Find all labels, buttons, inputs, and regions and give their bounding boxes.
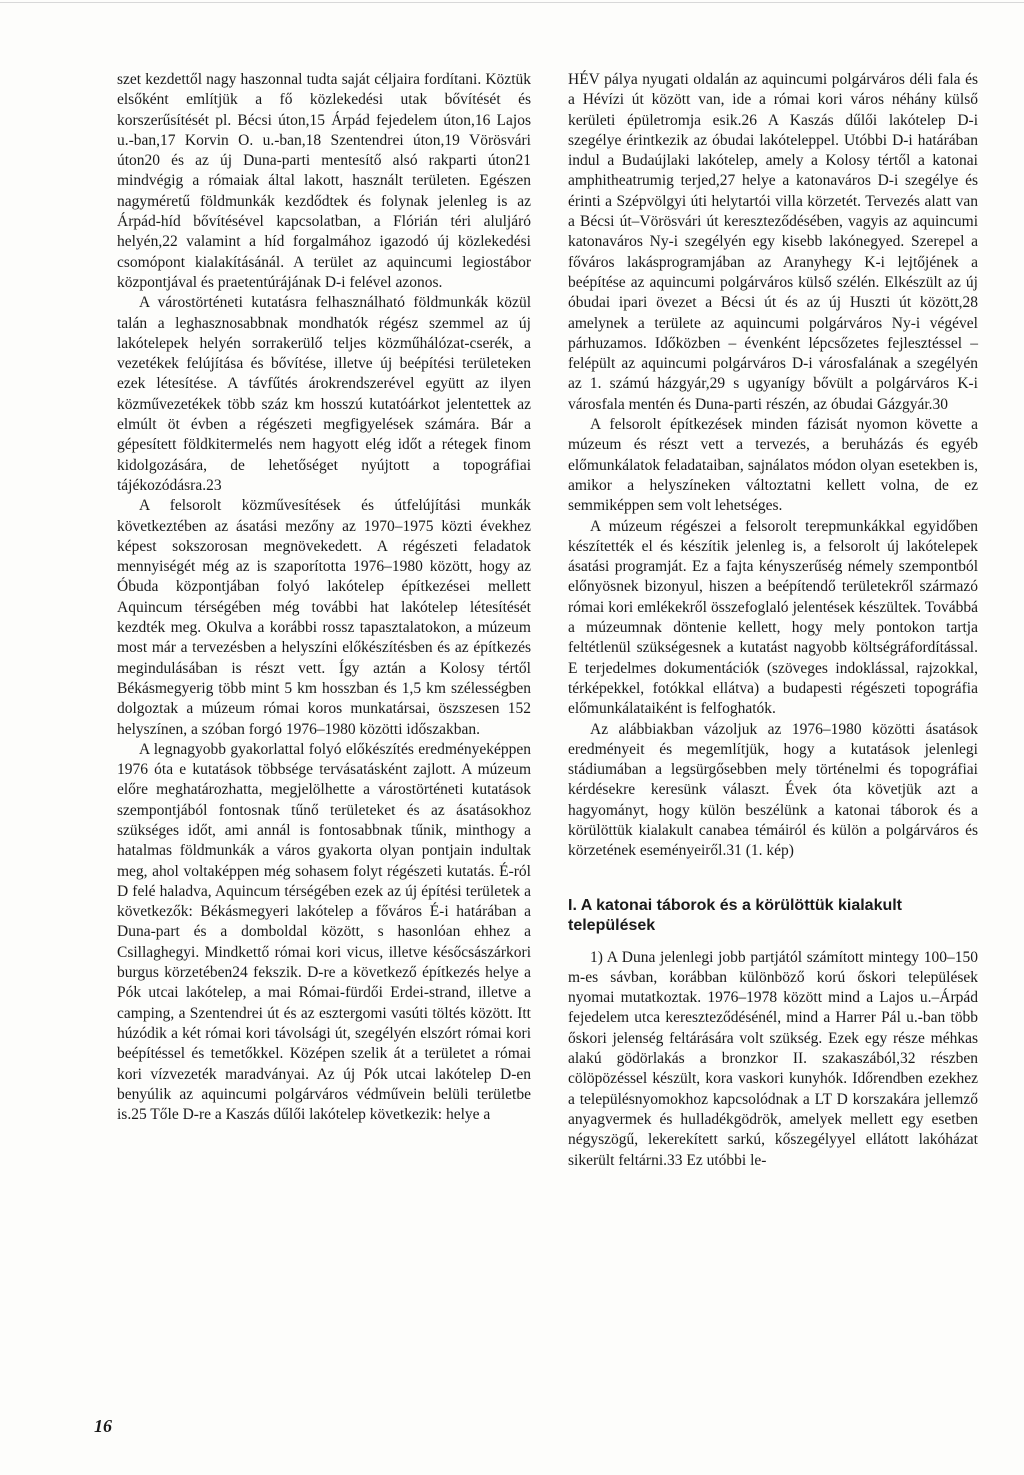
right-paragraph-4: Az alábbiakban vázoljuk az 1976–1980 közötti ásatások eredményeit és megemlítjük, hogy a kutatások jelenlegi stádiumában a legsürgősebben mely történelmi és topográfiai kérdésekre keresünk választ. Évek óta követjük azt a hagyományt, hogy külön beszélünk a katonai táborok és a körülöttük kialakult canabea témáiról és külön a polgárváros és körzetének eseményeiről.31 (1. kép) — [568, 720, 978, 860]
section-heading: I. A katonai táborok és a körülöttük kialakult települések — [568, 896, 903, 934]
right-paragraph-3: A múzeum régészei a felsorolt terepmunkákkal egyidőben készítették el és készítik jelenleg is, a felsorolt új lakótelepek ásatási programját. Ez a fajta kényszerűség némely szempontból előnyösnek bizonyul, hiszen a beépítendő területekről származó római kori emlékekről összefoglaló jelentések készültek. Továbbá a múzeumnak döntenie kellett, hogy mely pontokon tartja feltétlenül szükségesnek a kutatást nagyobb költségráfordítással. E terjedelmes dokumentációk (szöveges indoklással, rajzokkal, térképekkel, fotókkal ellátva) a budapesti régészeti topográfia előmunkálataiként is felfoghatók. — [568, 517, 978, 718]
right-paragraph-1: HÉV pálya nyugati oldalán az aquincumi polgárváros déli fala és a Hévízi út között van, ide a római kori város néhány külső kerületi épületromja esik.26 A Kaszás dűlői lakótelep D-i szegélye érintkezik az óbudai lakóteleppel. Utóbbi D-i határában indul a Budaújlaki lakótelep, amely a Kolosy tértől a katonai amphitheatrumig terjed,27 helye a katonaváros D-i szegélye és érinti a Szépvölgyi úti helytartói villa körzetét. Tervezés alatt van a Bécsi út–Vörösvári út kereszteződésében, vagyis az aquincumi katonaváros Ny-i szegélyén egy kisebb lakónegyed. Szerepel a főváros lakásprogramjában az Aranyhegy K-i lejtőjének a beépítése az aquincumi polgárváros külső szélén. Elkészült az új óbudai ipari övezet a Bécsi út és az új Huszti út között,28 amelynek a területe az aquincumi polgárváros Ny-i végével párhuzamos. Időközben – évenként lépcsőzetes fejlesztéssel – felépült az aquincumi polgárváros D-i városfalának a szegélyén az 1. számú házgyár,29 s ugyanígy bővült a polgárváros K-i városfala mentén és Duna-parti részén, az óbudai Gázgyár.30 — [568, 71, 978, 413]
left-column — [117, 70, 531, 1125]
page-number: 16 — [94, 1416, 112, 1436]
right-column — [568, 70, 978, 1171]
right-paragraph-2: A felsorolt építkezések minden fázisát nyomon követte a múzeum és részt vett a tervezés, a beruházás és egyéb előmunkálatok feladataiban, sajnálatos módon olyan esetekben is, amikor a helyszíneken változtatni kellett volna, de ez semmiképpen sem volt lehetséges. — [568, 416, 978, 515]
left-paragraph-4: A legnagyobb gyakorlattal folyó előkészítés eredményeképpen 1976 óta e kutatások többsége tervásatásként zajlott. A múzeum előre meghatározhatta, megjelölhette a várostörténeti kutatások szempontjából fontosnak tűnő területeket és az ásatásokhoz szükséges időt, ami annál is fontosabbnak tűnik, minthogy a hatalmas földmunkák a város gyakorta olyan pontjain indultak meg, ahol voltaképpen még sohasem folyt régészeti kutatás. É-ról D felé haladva, Aquincum térségében ezek az új építési területek a következők: Békásmegyeri lakótelep a főváros É-i határában a Duna-part és a domboldal között, s hasonlóan ehhez a Csillaghegyi. Mindkettő római kori vicus, illetve későcsászárkori burgus körzetében24 fekszik. D-re a következő építkezés helye a Pók utcai lakótelep, a mai Római-fürdői Erdei-strand, illetve a camping, a Szentendrei út és az esztergomi vasúti töltés között. Itt húzódik a két római kori távolsági út, szegélyén elszórt római kori beépítéssel és temetőkkel. Középen szelik át a területet a római kori vízvezeték maradványai. Az új Pók utcai lakótelep D-en benyúlik az aquincumi polgárváros védművein belüli területbe is.25 Tőle D-re a Kaszás dűlői lakótelep következik: helye a — [117, 740, 531, 1124]
left-paragraph-2: A várostörténeti kutatásra felhasználható földmunkák közül talán a leghasznosabbnak mondhatók régész szemmel az új lakótelepek helyén sorrakerülő teljes közműhálózat-cserék, a vezetékek felújítása és bővítése, illetve új beépítési területeken ezek létesítése. A távfűtés árokrendszerével együtt az ilyen közművezetékek több száz km hosszú kutatóárkot jelentettek az elmúlt öt évben a régészeti megfigyelések számára. Bár a gépesített földkitermelés nem hagyott elég időt a rétegek finom kidolgozására, de lehetőséget nyújtott a topográfiai tájékozódásra.23 — [117, 294, 531, 494]
right-paragraph-5: 1) A Duna jelenlegi jobb partjától számított mintegy 100–150 m-es sávban, korábban különböző korú őskori települések nyomai mutatkoztak. 1976–1978 között mind a Lajos u.–Árpád fejedelem utca kereszteződésénél, mind a Harrer Pál u.-ban több őskori jelenség feltárására volt szükség. Ezek egy része méhkas alakú gödörlakás a bronzkor II. szakaszából,32 részben cölöpözéssel készült, kora vaskori kunyhók. Időrendben ezekhez a településnyomokhoz kapcsolódnak a LT D korszakára jellemző anyagvermek és hulladékgödrök, amelyek mellett egy esetben négyszögű, lekerekített sarkú, kőszegélyyel ellátott lakóházat sikerült feltárni.33 Ez utóbbi le- — [568, 948, 978, 1169]
scan-edge-line — [0, 2, 1024, 3]
left-paragraph-1: szet kezdettől nagy haszonnal tudta saját céljaira fordítani. Köztük elsőként említjük a fő közlekedési utak bővítését és korszerűsítését pl. Bécsi úton,15 Árpád fejedelem úton,16 Lajos u.-ban,17 Korvin O. u.-ban,18 Szentendrei úton,19 Vörösvári úton20 és az új Duna-parti mentesítő alsó rakparti úton21 mindvégig a rómaiak által lakott, használt területen. Egészen nagyméretű földmunkák kezdődtek és folynak jelenleg is az Árpád-híd bővítésével kapcsolatban, a Flórián téri aluljáró helyén,22 valamint a híd forgalmához igazodó új közlekedési csomópont kialakításánál. A terület az aquincumi legiostábor központjával és praetentúrájának D-i felével azonos. — [117, 71, 531, 291]
left-paragraph-3: A felsorolt közművesítések és útfelújítási munkák következtében az ásatási mezőny az 1970–1975 közti évekhez képest sokszorosan megnövekedett. A régészeti feladatok mennyiségét még az is szaporította 1976–1980 között, hogy az Óbuda központjában folyó lakótelep építkezései mellett Aquincum térségében még további hat lakótelep létesítését kezdték meg. Okulva a korábbi rossz tapasztalatokon, a múzeum most már a tervezésben a helyszíni előkészítésben és az építkezés megindulásában is részt vett. Így aztán a Kolosy tértől Békásmegyerig több mint 5 km hosszban és 1,5 km szélességben dolgoztak a múzeum római koros munkatársai, öszszesen 152 helyszínen, a szóban forgó 1976–1980 közötti időszakban. — [117, 497, 531, 738]
